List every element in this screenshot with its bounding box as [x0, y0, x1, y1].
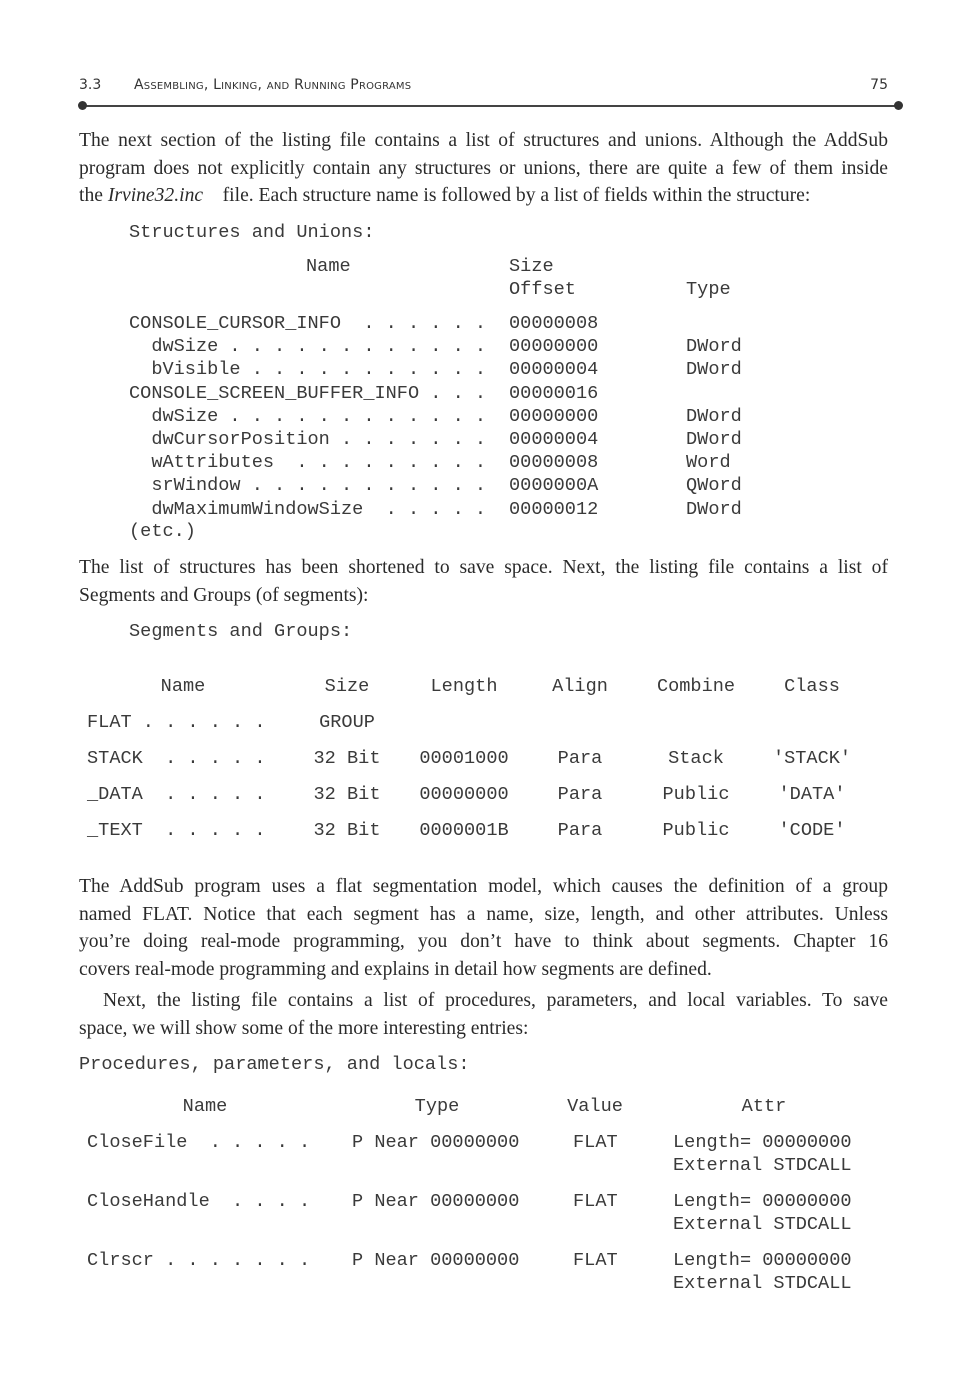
struct-offset: 0000000A — [509, 475, 599, 497]
segment-cell: 'STACK' — [772, 748, 852, 769]
proc-attr-length: Length= 00000000 — [673, 1250, 852, 1271]
segment-cell: 32 Bit — [313, 784, 381, 805]
struct-type: DWord — [686, 429, 742, 450]
proc-col-header: Name — [182, 1096, 228, 1117]
segment-cell: 00000000 — [419, 784, 509, 805]
struct-field-name: srWindow . . . . . . . . . . . — [129, 475, 487, 497]
struct-type: DWord — [686, 359, 742, 381]
proc-col-header: Attr — [741, 1096, 787, 1117]
struct-type: Word — [686, 452, 731, 474]
struct-field-name: dwMaximumWindowSize . . . . . — [129, 498, 487, 520]
segment-cell: Para — [557, 784, 603, 805]
segment-cell: 32 Bit — [313, 820, 381, 841]
segment-name: _TEXT . . . . . — [87, 820, 266, 841]
struct-offset: 00000004 — [509, 359, 599, 381]
segment-cell: 32 Bit — [313, 748, 381, 769]
segment-cell: Para — [557, 748, 603, 769]
struct-offset: 00000012 — [509, 498, 599, 520]
procedures-title: Procedures, parameters, and locals: — [79, 1054, 470, 1075]
paragraph-line: The list of structures has been shortened to save space. Next, the listing file contains a list of — [79, 557, 888, 578]
struct-offset: 00000000 — [509, 336, 599, 358]
paragraph-line: space, we will show some of the more interesting entries: — [79, 1017, 529, 1039]
segment-cell: Public — [662, 820, 730, 841]
proc-name: CloseFile . . . . . — [87, 1132, 311, 1153]
structures-title: Structures and Unions: — [129, 222, 375, 243]
col-header-type: Type — [686, 279, 731, 300]
proc-col-header: Type — [414, 1096, 460, 1117]
proc-value: FLAT — [573, 1250, 618, 1271]
struct-offset: 00000004 — [509, 429, 599, 450]
header-rule — [82, 105, 898, 107]
segment-name: STACK . . . . . — [87, 748, 266, 769]
proc-attr-length: Length= 00000000 — [673, 1132, 852, 1153]
proc-attr-length: Length= 00000000 — [673, 1191, 852, 1212]
segment-name: _DATA . . . . . — [87, 784, 266, 805]
segment-cell: Para — [557, 820, 603, 841]
struct-field-name: dwSize . . . . . . . . . . . . — [129, 336, 487, 358]
proc-value: FLAT — [573, 1191, 618, 1212]
struct-type: DWord — [686, 498, 742, 520]
segment-col-header: Combine — [656, 676, 736, 697]
proc-name: Clrscr . . . . . . . — [87, 1250, 311, 1271]
struct-field-name: bVisible . . . . . . . . . . . — [129, 359, 487, 381]
page-number: 75 — [870, 77, 888, 93]
segment-cell: 'DATA' — [778, 784, 846, 805]
segment-col-header: Class — [784, 676, 840, 697]
paragraph-line — [79, 182, 888, 209]
text-run: file. Each structure name is followed by a list of fields within the structure: — [203, 185, 811, 206]
paragraph-line: you’re doing real-mode programming, you don’t have to think about segments. Chapter 16 — [79, 931, 888, 952]
struct-field-name: CONSOLE_CURSOR_INFO . . . . . . — [129, 313, 487, 334]
proc-attr-external: External STDCALL — [673, 1155, 852, 1176]
paragraph-line: program does not explicitly contain any structures or unions, there are quite a few of them inside — [79, 157, 888, 179]
proc-type: P Near 00000000 — [352, 1250, 520, 1271]
segment-cell: Public — [662, 784, 730, 805]
segment-col-header: Size — [324, 676, 370, 697]
running-header-title: Assembling, Linking, and Running Programs — [134, 77, 412, 93]
segment-col-header: Name — [160, 676, 206, 697]
struct-field-name: dwSize . . . . . . . . . . . . — [129, 405, 487, 427]
segment-cell: GROUP — [319, 712, 375, 733]
rule-end-dot — [894, 101, 903, 110]
struct-field-name: dwCursorPosition . . . . . . . — [129, 429, 487, 450]
proc-type: P Near 00000000 — [352, 1132, 520, 1153]
rule-end-dot — [78, 101, 87, 110]
struct-offset: 00000000 — [509, 405, 599, 427]
segment-col-header: Length — [430, 676, 498, 697]
segment-cell: 'CODE' — [778, 820, 846, 841]
segment-cell: Stack — [668, 748, 724, 769]
paragraph-line: The AddSub program uses a flat segmentation model, which causes the definition of a group — [79, 876, 888, 897]
struct-type: DWord — [686, 405, 742, 427]
struct-offset: 00000016 — [509, 382, 599, 404]
proc-col-header: Value — [567, 1096, 623, 1117]
segments-title: Segments and Groups: — [129, 621, 353, 642]
struct-etc: (etc.) — [129, 521, 196, 542]
proc-value: FLAT — [573, 1132, 618, 1153]
segment-col-header: Align — [552, 676, 608, 697]
struct-offset: 00000008 — [509, 452, 599, 474]
proc-type: P Near 00000000 — [352, 1191, 520, 1212]
emphasis-filename: Irvine32.inc — [107, 185, 204, 206]
paragraph-line: Next, the listing file contains a list of procedures, parameters, and local variables. To save — [103, 990, 888, 1011]
paragraph-line: Segments and Groups (of segments): — [79, 584, 369, 606]
struct-offset: 00000008 — [509, 313, 599, 334]
proc-name: CloseHandle . . . . — [87, 1191, 311, 1212]
struct-field-name: CONSOLE_SCREEN_BUFFER_INFO . . . — [129, 382, 487, 404]
segment-cell: 00001000 — [419, 748, 509, 769]
paragraph-line: covers real-mode programming and explains in detail how segments are defined. — [79, 958, 712, 980]
proc-attr-external: External STDCALL — [673, 1273, 852, 1294]
segment-cell: 0000001B — [419, 820, 509, 841]
section-number: 3.3 — [79, 77, 102, 93]
struct-type: QWord — [686, 475, 742, 497]
col-header-size: Size — [509, 256, 554, 277]
proc-attr-external: External STDCALL — [673, 1214, 852, 1235]
segment-name: FLAT . . . . . . — [87, 712, 266, 733]
paragraph-line: named FLAT. Notice that each segment has a name, size, length, and other attributes. Unless — [79, 903, 888, 925]
struct-type: DWord — [686, 336, 742, 358]
text-run: the — [79, 185, 108, 206]
col-header-offset: Offset — [509, 279, 576, 300]
struct-field-name: wAttributes . . . . . . . . . — [129, 452, 487, 474]
paragraph-line: The next section of the listing file contains a list of structures and unions. Although the AddSub — [79, 130, 888, 151]
col-header-name: Name — [306, 256, 351, 277]
